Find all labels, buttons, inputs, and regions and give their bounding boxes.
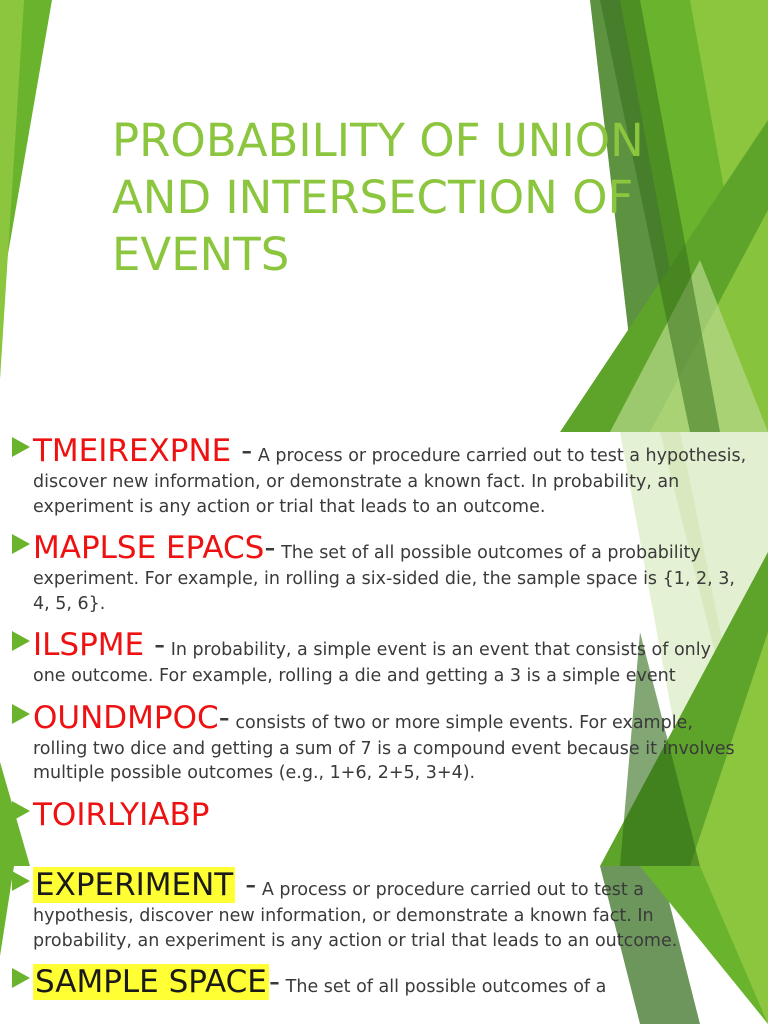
list-item: [12, 796, 747, 834]
term-label: OUNDMPOC: [33, 699, 219, 736]
term-label: EXPERIMENT: [35, 867, 234, 903]
term-label: SAMPLE SPACE: [35, 964, 267, 1000]
term-separator: -: [231, 433, 253, 469]
term-label: TOIRLYIABP: [33, 796, 210, 833]
term-separator: -: [144, 627, 166, 663]
term-separator: -: [268, 964, 281, 1000]
term-label: MAPLSE EPACS: [33, 530, 265, 566]
term-definition: The set of all possible outcomes of a probability experiment. For example, in rolling a six-sided die, the sample space is {1, 2, 3, 4, 5, 6}.: [33, 543, 735, 614]
triangle-bullet-icon: [12, 631, 30, 651]
term-separator: -: [235, 867, 257, 903]
term-definition: The set of all possible outcomes of a: [280, 977, 607, 997]
term-list: [12, 866, 747, 1011]
term-definition: A process or procedure carried out to test a hypothesis, discover new information, or demonstrate a known fact. In probability, an experiment is any action or trial that leads to an outcome.: [33, 446, 747, 517]
triangle-bullet-icon: [12, 534, 30, 554]
term-separator: -: [264, 530, 276, 566]
term-definition: In probability, a simple event is an event that consists of only one outcome. For example, rolling a die and getting a 3 is a simple event: [33, 640, 711, 686]
list-item: [12, 963, 747, 1001]
triangle-bullet-icon: [12, 801, 30, 821]
answer-terms-slide: [0, 866, 768, 1024]
triangle-bullet-icon: [12, 704, 30, 724]
triangle-bullet-icon: [12, 871, 30, 891]
list-item: [12, 699, 747, 786]
term-label: TMEIREXPNE: [33, 433, 232, 469]
term-separator: -: [218, 699, 230, 736]
list-item: [12, 866, 747, 953]
list-item: [12, 529, 747, 616]
triangle-bullet-icon: [12, 968, 30, 988]
triangle-bullet-icon: [12, 437, 30, 457]
title-slide: [0, 0, 768, 432]
scrambled-terms-slide: [0, 432, 768, 866]
term-list: [12, 432, 747, 844]
list-item: [12, 432, 747, 519]
term-label: ILSPME: [33, 627, 145, 663]
term-definition: A process or procedure carried out to test a hypothesis, discover new information, or demonstrate a known fact. In probability, an experiment is any action or trial that leads to an outcome.: [33, 880, 678, 951]
slide-title: PROBABILITY OF UNION AND INTERSECTION OF EVENTS: [112, 114, 644, 281]
list-item: [12, 626, 747, 689]
term-definition: consists of two or more simple events. For example, rolling two dice and getting a sum of 7 is a compound event because it involves multiple possible outcomes (e.g., 1+6, 2+5, 3+4).: [33, 712, 735, 783]
